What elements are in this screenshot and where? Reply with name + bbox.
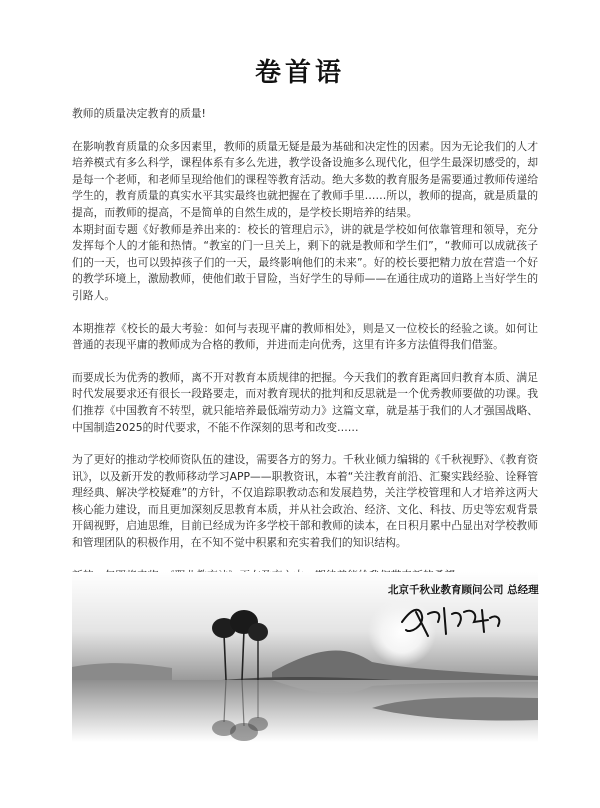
paragraph-essence: 而要成长为优秀的教师，离不开对教育本质规律的把握。今天我们的教育距离回归教育本质、满足时代发展要求还有很长一段路要走，而对教育现状的批判和反思就是一个优秀教师要做的功课。我们推荐《中国教育不转型，就只能培养最低端劳动力》这篇文章，就是基于我们的人才强国战略、中国制造2025的时代要求，不能不作深刻的思考和改变…… bbox=[72, 370, 538, 434]
article-body bbox=[72, 106, 538, 600]
paragraph-lead: 教师的质量决定教育的质量! bbox=[72, 107, 206, 120]
handwritten-signature bbox=[398, 600, 508, 640]
page-title: 卷首语 bbox=[254, 58, 345, 88]
paragraph-efforts: 为了更好的推动学校师资队伍的建设，需要各方的努力。千秋业倾力编辑的《千秋视野》、《教育资讯》，以及新开发的教师移动学习APP——职教资讯，本着“关注教育前沿、汇聚实践经验、诠释管理经典、解决学校疑难”的方针，不仅追踪职教动态和发展趋势，关注学校管理和人才培养这两大核心能力建设，而且更加深刻反思教育本质，并从社会政治、经济、文化、科技、历史等宏观背景开阔视野，启迪思维，目前已经成为许多学校干部和教师的读本，在日积月累中凸显出对学校教师和管理团队的积极作用，在不知不觉中积累和充实着我们的知识结构。 bbox=[72, 453, 538, 550]
paragraph-quality: 在影响教育质量的众多因素里，教师的质量无疑是最为基础和决定性的因素。因为无论我们的人才培养模式有多么科学，课程体系有多么先进，教学设备设施多么现代化，但学生最深切感受的，却是每一个老师，和老师呈现给他们的课程等教育活动。绝大多数的教育服务是需要通过教师传递给学生的，教育质量的真实水平其实最终也就把握在了教师手里……所以，教师的提高，就是质量的提高，而教师的提高，不是简单的自然生成的，是学校长期培养的结果。 bbox=[72, 139, 538, 219]
landscape-illustration bbox=[72, 572, 538, 742]
paragraph-cover-topic: 本期封面专题《好教师是养出来的：校长的管理启示》，讲的就是学校如何依靠管理和领导，充分发挥每个人的才能和热情。“教室的门一旦关上，剩下的就是教师和学生们”，“教师可以成就孩子们的一天，也可以毁掉孩子们的一天，最终影响他们的未来”。好的校长要把精力放在营造一个好的教学环境上，激励教师，使他们敢于冒险，当好学生的导师——在通往成功的道路上当好学生的引路人。 bbox=[72, 222, 538, 302]
landscape-svg bbox=[72, 572, 538, 742]
signer-title: 北京千秋业教育顾问公司 总经理 bbox=[388, 584, 539, 596]
paragraph-recommend: 本期推荐《校长的最大考验：如何与表现平庸的教师相处》，则是又一位校长的经验之谈。如何让普通的表现平庸的教师成为合格的教师，并进而走向优秀，这里有许多方法值得我们借鉴。 bbox=[72, 321, 538, 352]
